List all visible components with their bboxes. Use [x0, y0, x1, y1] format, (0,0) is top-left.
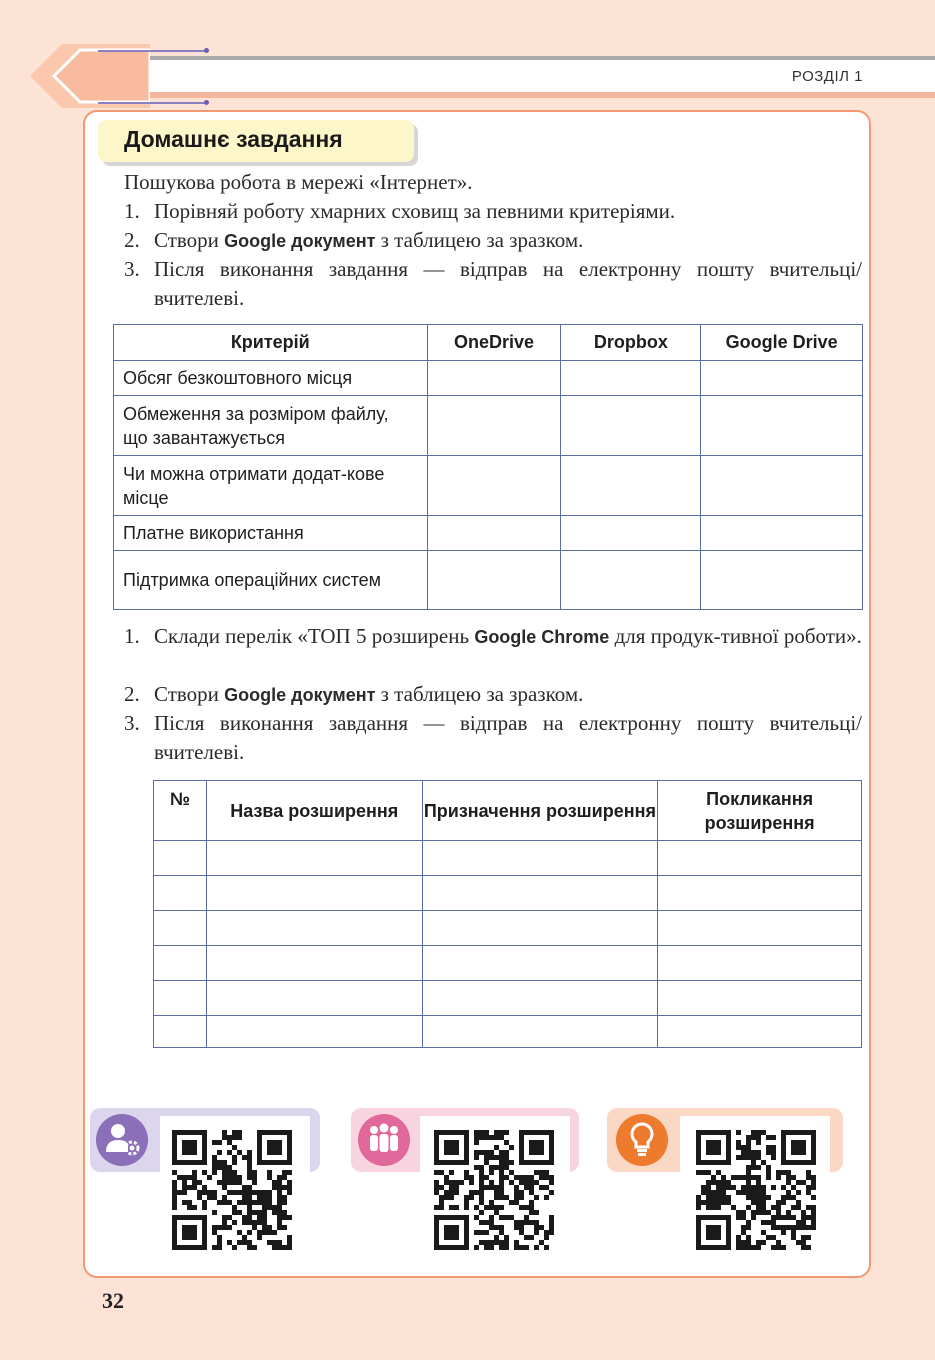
header-cell: Призначення розширення — [422, 781, 658, 841]
table-cell — [427, 361, 561, 396]
table-cell — [701, 551, 863, 610]
table-cell — [701, 361, 863, 396]
table-cell — [701, 396, 863, 456]
header-cell: OneDrive — [427, 325, 561, 361]
table-row — [114, 456, 863, 516]
header-cell: Покликання розширення — [658, 781, 862, 841]
decor-line — [98, 102, 206, 104]
table-row — [154, 981, 862, 1016]
table-cell — [561, 551, 701, 610]
header-cell: Назва розширення — [206, 781, 422, 841]
person-gear-icon — [96, 1114, 148, 1166]
criterion-cell: Обмеження за розміром файлу, що завантажується — [114, 396, 428, 456]
criterion-cell: Чи можна отримати додат-кове місце — [114, 456, 428, 516]
table-row — [154, 946, 862, 981]
table-cell — [701, 516, 863, 551]
task-item: 2. Створи Google документ з таблицею за зразком. — [124, 682, 584, 706]
table-row — [114, 551, 863, 610]
table-cell — [561, 456, 701, 516]
qr-code[interactable] — [434, 1130, 554, 1250]
header-cell: Dropbox — [561, 325, 701, 361]
qr-code[interactable] — [696, 1130, 816, 1250]
table-cell — [561, 361, 701, 396]
group-icon — [358, 1114, 410, 1166]
criterion-cell: Підтримка операційних систем — [114, 551, 428, 610]
table-row — [154, 841, 862, 876]
table-row — [154, 876, 862, 911]
google-chrome-term: Google Chrome — [474, 627, 610, 647]
table-row — [154, 1016, 862, 1048]
task-item: 3. Після виконання завдання — відправ на електронну пошту вчительці/вчителеві. — [124, 257, 862, 310]
table-cell — [427, 396, 561, 456]
criterion-cell: Обсяг безкоштовного місця — [114, 361, 428, 396]
decor-dot — [204, 48, 209, 53]
decor-line — [98, 50, 206, 52]
page-number: 32 — [102, 1288, 124, 1313]
table-row — [114, 361, 863, 396]
table-header-row — [114, 325, 863, 361]
task-item: 2. Створи Google документ з таблицею за зразком. — [124, 228, 584, 252]
qr-code[interactable] — [172, 1130, 292, 1250]
google-doc-term: Google документ — [224, 685, 376, 705]
header-cell: № — [154, 781, 207, 841]
table-cell — [427, 516, 561, 551]
extensions-table — [153, 780, 862, 1048]
decor-dot — [204, 100, 209, 105]
header-cell: Google Drive — [701, 325, 863, 361]
table-cell — [561, 516, 701, 551]
table-header-row — [154, 781, 862, 841]
table-cell — [427, 456, 561, 516]
table-cell — [427, 551, 561, 610]
table-cell — [561, 396, 701, 456]
task-item: 1. Склади перелік «ТОП 5 розширень Google Chrome для продук-тивної роботи». — [124, 624, 862, 648]
table-row — [114, 396, 863, 456]
header-band-accent — [70, 92, 935, 98]
homework-title: Домашнє завдання — [124, 126, 343, 152]
table-row — [154, 911, 862, 946]
cloud-comparison-table — [113, 324, 863, 610]
header-cell: Критерій — [114, 325, 428, 361]
table-cell — [701, 456, 863, 516]
section-label: РОЗДІЛ 1 — [791, 68, 863, 85]
task-item: 1. Порівняй роботу хмарних сховищ за певними критеріями. — [124, 199, 676, 223]
intro-text: Пошукова робота в мережі «Інтернет». — [124, 170, 473, 194]
table-row — [114, 516, 863, 551]
task-item: 3. Після виконання завдання — відправ на електронну пошту вчительці/вчителеві. — [124, 711, 862, 764]
chevron-back-icon — [30, 44, 150, 108]
google-doc-term: Google документ — [224, 231, 376, 251]
lightbulb-icon — [616, 1114, 668, 1166]
criterion-cell: Платне використання — [114, 516, 428, 551]
